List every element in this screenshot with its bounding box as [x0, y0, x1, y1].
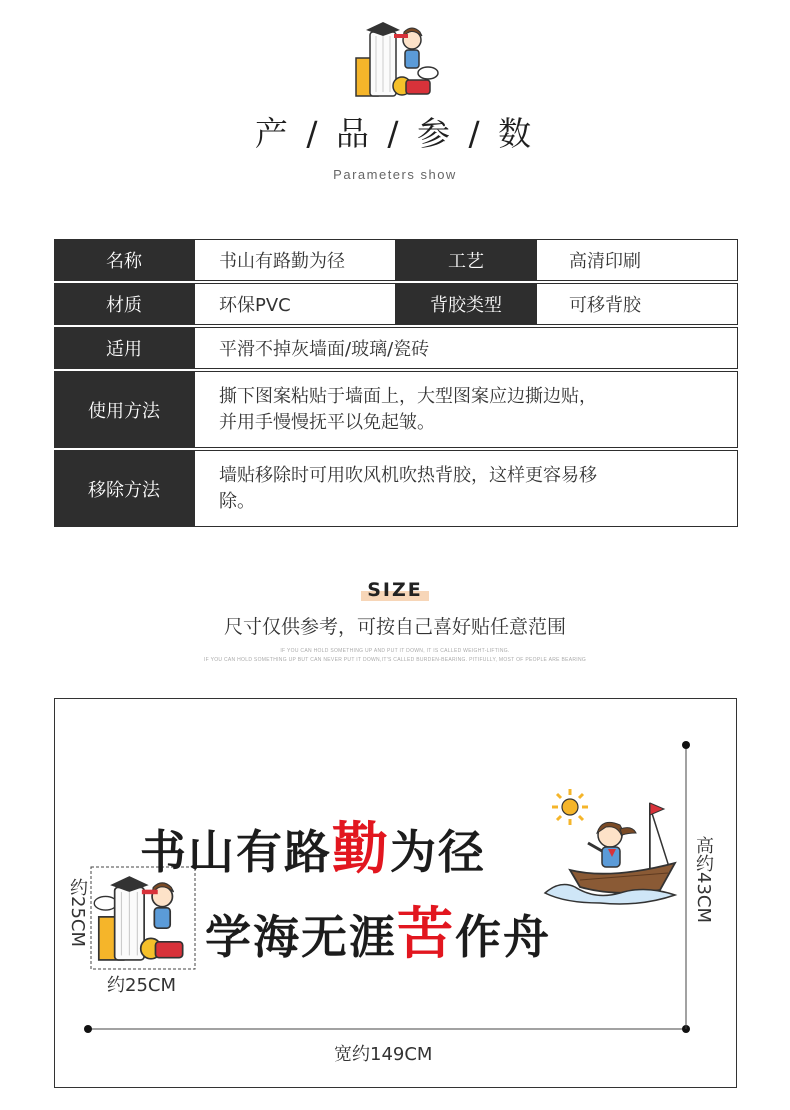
- tiny-text-1: IF YOU CAN HOLD SOMETHING UP AND PUT IT DOWN, IT IS CALLED WEIGHT-LIFTING.: [280, 648, 510, 654]
- size-tag: SIZE: [361, 579, 429, 601]
- param-value: 高清印刷: [536, 239, 738, 281]
- param-label: 材质: [54, 283, 194, 325]
- total-width-label: 宽约149CM: [334, 1044, 433, 1065]
- tiny-text-2: IF YOU CAN HOLD SOMETHING UP BUT CAN NEVER PUT IT DOWN,IT'S CALLED BURDEN-BEARING. PITIFULLY, MOST OF PEOPLE ARE BEARING: [203, 657, 587, 663]
- slogan-text: 为径: [390, 825, 486, 879]
- param-label: 工艺: [396, 239, 536, 281]
- slogan-line-1: [140, 805, 486, 885]
- param-label: 适用: [54, 327, 194, 369]
- slogan-line-2: [205, 890, 551, 970]
- slogan-text: 书山有路: [140, 825, 332, 879]
- total-height-label: 高约43CM: [693, 836, 714, 924]
- param-label: 使用方法: [54, 371, 194, 448]
- sun-icon: [552, 789, 588, 825]
- param-label: 名称: [54, 239, 194, 281]
- param-value: 环保PVC: [194, 283, 396, 325]
- param-value: 书山有路勤为径: [194, 239, 396, 281]
- param-value: 平滑不掉灰墙面/玻璃/瓷砖: [194, 327, 738, 369]
- size-description: 尺寸仅供参考，可按自己喜好贴任意范围: [223, 616, 566, 638]
- slogan-red-char: 苦: [397, 902, 455, 967]
- small-height-label: 约25CM: [67, 878, 88, 948]
- param-value: 撕下图案粘贴于墙面上，大型图案应边撕边贴，并用手慢慢抚平以免起皱。: [194, 371, 738, 448]
- slogan-red-char: 勤: [332, 817, 390, 882]
- page-subtitle: Parameters show: [333, 167, 457, 182]
- param-label: 移除方法: [54, 450, 194, 527]
- slogan-text: 学海无涯: [205, 910, 397, 964]
- slogan-text: 作舟: [455, 910, 551, 964]
- small-width-label: 约25CM: [107, 975, 177, 996]
- sailboat-kid-icon: [540, 785, 680, 910]
- param-label: 背胶类型: [396, 283, 536, 325]
- param-value: 可移背胶: [536, 283, 738, 325]
- page-title: 产 / 品 / 参 / 数: [254, 114, 536, 153]
- param-value: 墙贴移除时可用吹风机吹热背胶，这样更容易移除。: [194, 450, 738, 527]
